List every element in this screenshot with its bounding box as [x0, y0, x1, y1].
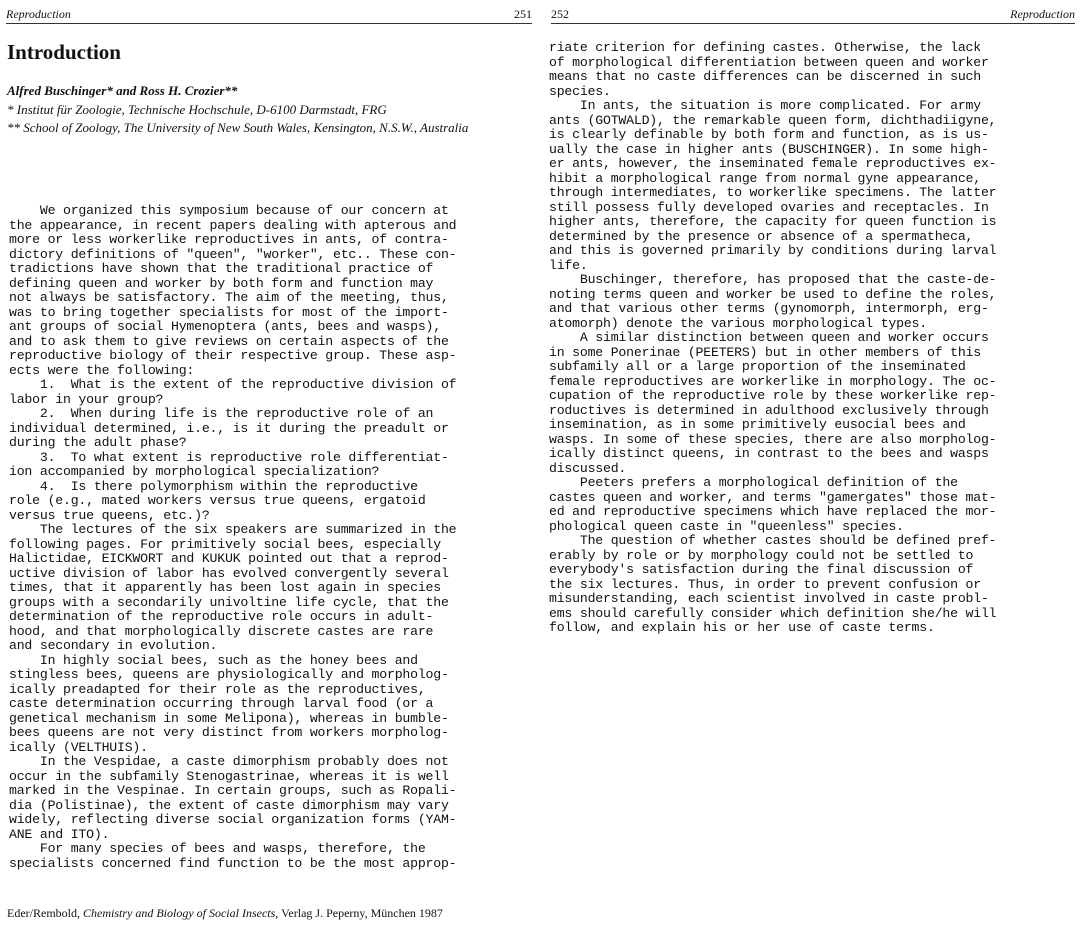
text-line: female reproductives are workerlike in morphology. The oc- — [549, 373, 997, 389]
text-line: hibit a morphological range from normal gyne appearance, — [549, 170, 981, 186]
text-line: specialists concerned find function to be the most approp- — [9, 855, 457, 871]
text-line: insemination, as in some primitively eusocial bees and — [549, 417, 966, 432]
text-line: groups with a secondarily univoltine life cycle, that the — [9, 594, 449, 610]
text-line: wasps. In some of these species, there are also morpholog- — [549, 431, 997, 447]
text-line: riate criterion for defining castes. Otherwise, the lack — [549, 40, 981, 55]
left-page — [0, 0, 540, 931]
text-line: bees queens are not very distinct from workers morpholog- — [9, 725, 449, 740]
text-line: cupation of the reproductive role by these workerlike rep- — [549, 388, 997, 403]
running-head-section: Reproduction — [6, 7, 71, 21]
text-line: the six lectures. Thus, in order to prevent confusion or — [549, 576, 981, 592]
text-line: ant groups of social Hymenoptera (ants, bees and wasps), — [9, 319, 441, 334]
text-line: the appearance, in recent papers dealing with apterous and — [9, 217, 457, 233]
text-line: life. — [549, 257, 588, 273]
text-line: everybody's satisfaction during the final discussion of — [549, 562, 974, 577]
text-line: individual determined, i.e., is it during the preadult or — [9, 420, 449, 436]
text-line: reproductive biology of their respective group. These asp- — [9, 348, 457, 363]
text-line: misunderstanding, each scientist involved in caste probl- — [549, 591, 989, 606]
text-line: and secondary in evolution. — [9, 638, 218, 653]
text-line: stingless bees, queens are physiologically and morpholog- — [9, 667, 449, 682]
text-line: defining queen and worker by both form and function may — [9, 275, 434, 291]
text-line: ually the case in higher ants (BUSCHINGER). In some high- — [549, 141, 989, 157]
text-line: phological queen caste in "queenless" species. — [549, 518, 904, 534]
text-line: erably by role or by morphology could not be settled to — [549, 547, 974, 563]
text-line: ically distinct queens, in contrast to the bees and wasps — [549, 446, 989, 461]
text-line: tradictions have shown that the traditional practice of — [9, 261, 434, 276]
text-line: In the Vespidae, a caste dimorphism probably does not — [9, 754, 449, 769]
text-line: caste determination occurring through larval food (or a — [9, 696, 434, 711]
text-line: higher ants, therefore, the capacity for queen function is — [549, 214, 997, 229]
text-line: still possess fully developed ovaries and receptacles. In — [549, 199, 989, 215]
text-line: dia (Polistinae), the extent of caste dimorphism may vary — [9, 797, 449, 813]
text-line: subfamily all or a large proportion of the inseminated — [549, 359, 966, 374]
page-number: 252 — [551, 7, 569, 21]
text-line: uctive division of labor has evolved convergently several — [9, 565, 449, 581]
text-line: was to bring together specialists for most of the import- — [9, 304, 449, 320]
text-line: The question of whether castes should be defined pref- — [549, 533, 997, 548]
text-line: versus true queens, etc.)? — [9, 507, 210, 523]
text-line: noting terms queen and worker be used to define the roles, — [549, 286, 997, 302]
text-line: determination of the reproductive role occurs in adult- — [9, 609, 434, 624]
text-line: follow, and explain his or her use of caste terms. — [549, 620, 935, 635]
article-title: Introduction — [7, 40, 121, 64]
text-line: 3. To what extent is reproductive role differentiat- — [9, 449, 449, 465]
text-line: In ants, the situation is more complicated. For army — [549, 98, 981, 113]
footer-citation — [7, 906, 443, 921]
body-text — [549, 41, 996, 636]
text-line: labor in your group? — [9, 391, 164, 407]
text-line: er ants, however, the inseminated female reproductives ex- — [549, 156, 997, 171]
text-line: widely, reflecting diverse social organization forms (YAM- — [9, 812, 457, 827]
body-text — [9, 204, 456, 871]
page-number: 251 — [514, 7, 532, 21]
text-line: Halictidae, EICKWORT and KUKUK pointed out that a reprod- — [9, 551, 449, 566]
text-line: genetical mechanism in some Melipona), whereas in bumble- — [9, 710, 449, 726]
text-line: following pages. For primitively social bees, especially — [9, 536, 441, 552]
text-line: not always be satisfactory. The aim of the meeting, thus, — [9, 290, 449, 305]
text-line: during the adult phase? — [9, 435, 187, 450]
text-line: of morphological differentiation between queen and worker — [549, 54, 989, 70]
text-line: roductives is determined in adulthood exclusively through — [549, 402, 989, 418]
text-line: times, that it apparently has been lost again in species — [9, 580, 441, 595]
text-line: and that various other terms (gynomorph, intermorph, erg- — [549, 301, 989, 316]
text-line: hood, and that morphologically discrete castes are rare — [9, 623, 434, 639]
text-line: ects were the following: — [9, 362, 195, 378]
text-line: For many species of bees and wasps, therefore, the — [9, 841, 426, 856]
affiliation-2: ** School of Zoology, The University of New South Wales, Kensington, N.S.W., Australia — [7, 120, 469, 135]
text-line: means that no caste differences can be discerned in such — [549, 69, 981, 84]
footer-book-title: Chemistry and Biology of Social Insects — [82, 906, 276, 920]
text-line: In highly social bees, such as the honey bees and — [9, 652, 418, 668]
text-line: 1. What is the extent of the reproductive division of — [9, 377, 457, 392]
running-head — [551, 5, 1075, 24]
text-line: Peeters prefers a morphological definition of the — [549, 475, 958, 490]
text-line: atomorph) denote the various morphological types. — [549, 315, 927, 331]
text-line: A similar distinction between queen and worker occurs — [549, 330, 989, 345]
text-line: Buschinger, therefore, has proposed that the caste-de- — [549, 272, 997, 287]
text-line: ANE and ITO). — [9, 826, 110, 842]
text-line: ems should carefully consider which definition she/he will — [549, 605, 997, 621]
text-line: ed and reproductive specimens which have replaced the mor- — [549, 504, 997, 519]
text-line: 2. When during life is the reproductive role of an — [9, 406, 434, 421]
text-line: determined by the presence or absence of a spermatheca, — [549, 228, 974, 244]
text-line: marked in the Vespinae. In certain groups, such as Ropali- — [9, 783, 457, 798]
text-line: and this is governed primarily by conditions during larval — [549, 243, 997, 258]
text-line: castes queen and worker, and terms "gamergates" those mat- — [549, 489, 997, 505]
text-line: The lectures of the six speakers are summarized in the — [9, 522, 457, 537]
right-page — [545, 0, 1090, 931]
authors: Alfred Buschinger* and Ross H. Crozier** — [7, 83, 238, 98]
text-line: occur in the subfamily Stenogastrinae, whereas it is well — [9, 768, 449, 784]
text-line: species. — [549, 83, 611, 99]
text-line: is clearly definable by both form and function, as is us- — [549, 127, 989, 142]
text-line: 4. Is there polymorphism within the reproductive — [9, 478, 418, 494]
text-line: ion accompanied by morphological specialization? — [9, 464, 380, 479]
text-line: more or less workerlike reproductives in ants, of contra- — [9, 232, 449, 247]
affiliation-1: * Institut für Zoologie, Technische Hochschule, D-6100 Darmstadt, FRG — [7, 102, 387, 117]
running-head-section: Reproduction — [1010, 7, 1075, 21]
text-line: ants (GOTWALD), the remarkable queen form, dichthadiigyne, — [549, 112, 997, 128]
text-line: We organized this symposium because of our concern at — [9, 203, 449, 218]
text-line: dictory definitions of "queen", "worker", etc.. These con- — [9, 246, 457, 262]
text-line: role (e.g., mated workers versus true queens, ergatoid — [9, 493, 426, 508]
text-line: ically (VELTHUIS). — [9, 739, 148, 755]
footer-editors: Eder/Rembold, — [7, 906, 83, 920]
text-line: and to ask them to give reviews on certain aspects of the — [9, 333, 449, 349]
text-line: through intermediates, to workerlike specimens. The latter — [549, 185, 997, 200]
text-line: in some Ponerinae (PEETERS) but in other members of this — [549, 344, 981, 360]
footer-publisher: , Verlag J. Peperny, München 1987 — [275, 906, 443, 920]
text-line: ically preadapted for their role as the reproductives, — [9, 681, 426, 697]
running-head — [6, 5, 532, 24]
text-line: discussed. — [549, 460, 627, 476]
